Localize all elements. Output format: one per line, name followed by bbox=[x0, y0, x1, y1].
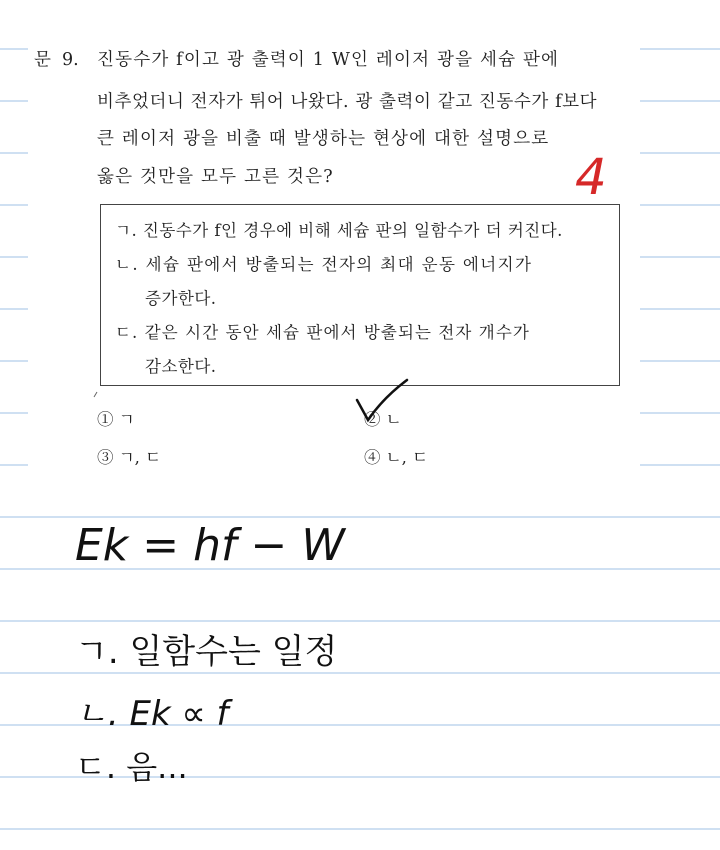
handwritten-formula: Ek = hf − W bbox=[75, 520, 345, 571]
question-label: 문 bbox=[34, 50, 51, 70]
handwritten-note: ㄱ. 일함수는 일정 bbox=[75, 632, 338, 672]
handwritten-answer: 4 bbox=[575, 148, 607, 206]
statement-line: ㄷ. 같은 시간 동안 세슘 판에서 방출되는 전자 개수가 bbox=[115, 323, 530, 342]
question-line: 옳은 것만을 모두 고른 것은? bbox=[97, 167, 334, 187]
question-line: 진동수가 f이고 광 출력이 1 W인 레이저 광을 세슘 판에 bbox=[97, 50, 560, 70]
question-index: 9. bbox=[62, 50, 79, 70]
choice-1[interactable]: ① ㄱ bbox=[97, 410, 135, 429]
statement-line: 감소한다. bbox=[145, 357, 217, 376]
statement-line: 증가한다. bbox=[145, 289, 217, 308]
handwritten-note: ㄴ. Ek ∝ f bbox=[75, 694, 229, 734]
question-line: 비추었더니 전자가 튀어 나왔다. 광 출력이 같고 진동수가 f보다 bbox=[97, 92, 598, 112]
choice-2[interactable]: ② ㄴ bbox=[364, 410, 402, 429]
choice-4[interactable]: ④ ㄴ, ㄷ bbox=[364, 448, 429, 467]
choice-3[interactable]: ③ ㄱ, ㄷ bbox=[97, 448, 162, 467]
question-line: 큰 레이저 광을 비출 때 발생하는 현상에 대한 설명으로 bbox=[97, 129, 550, 149]
statement-line: ㄱ. 진동수가 f인 경우에 비해 세슘 판의 일함수가 더 커진다. bbox=[115, 221, 563, 240]
handwritten-note: ㄷ. 음... bbox=[75, 748, 188, 786]
statement-line: ㄴ. 세슘 판에서 방출되는 전자의 최대 운동 에너지가 bbox=[115, 255, 533, 274]
